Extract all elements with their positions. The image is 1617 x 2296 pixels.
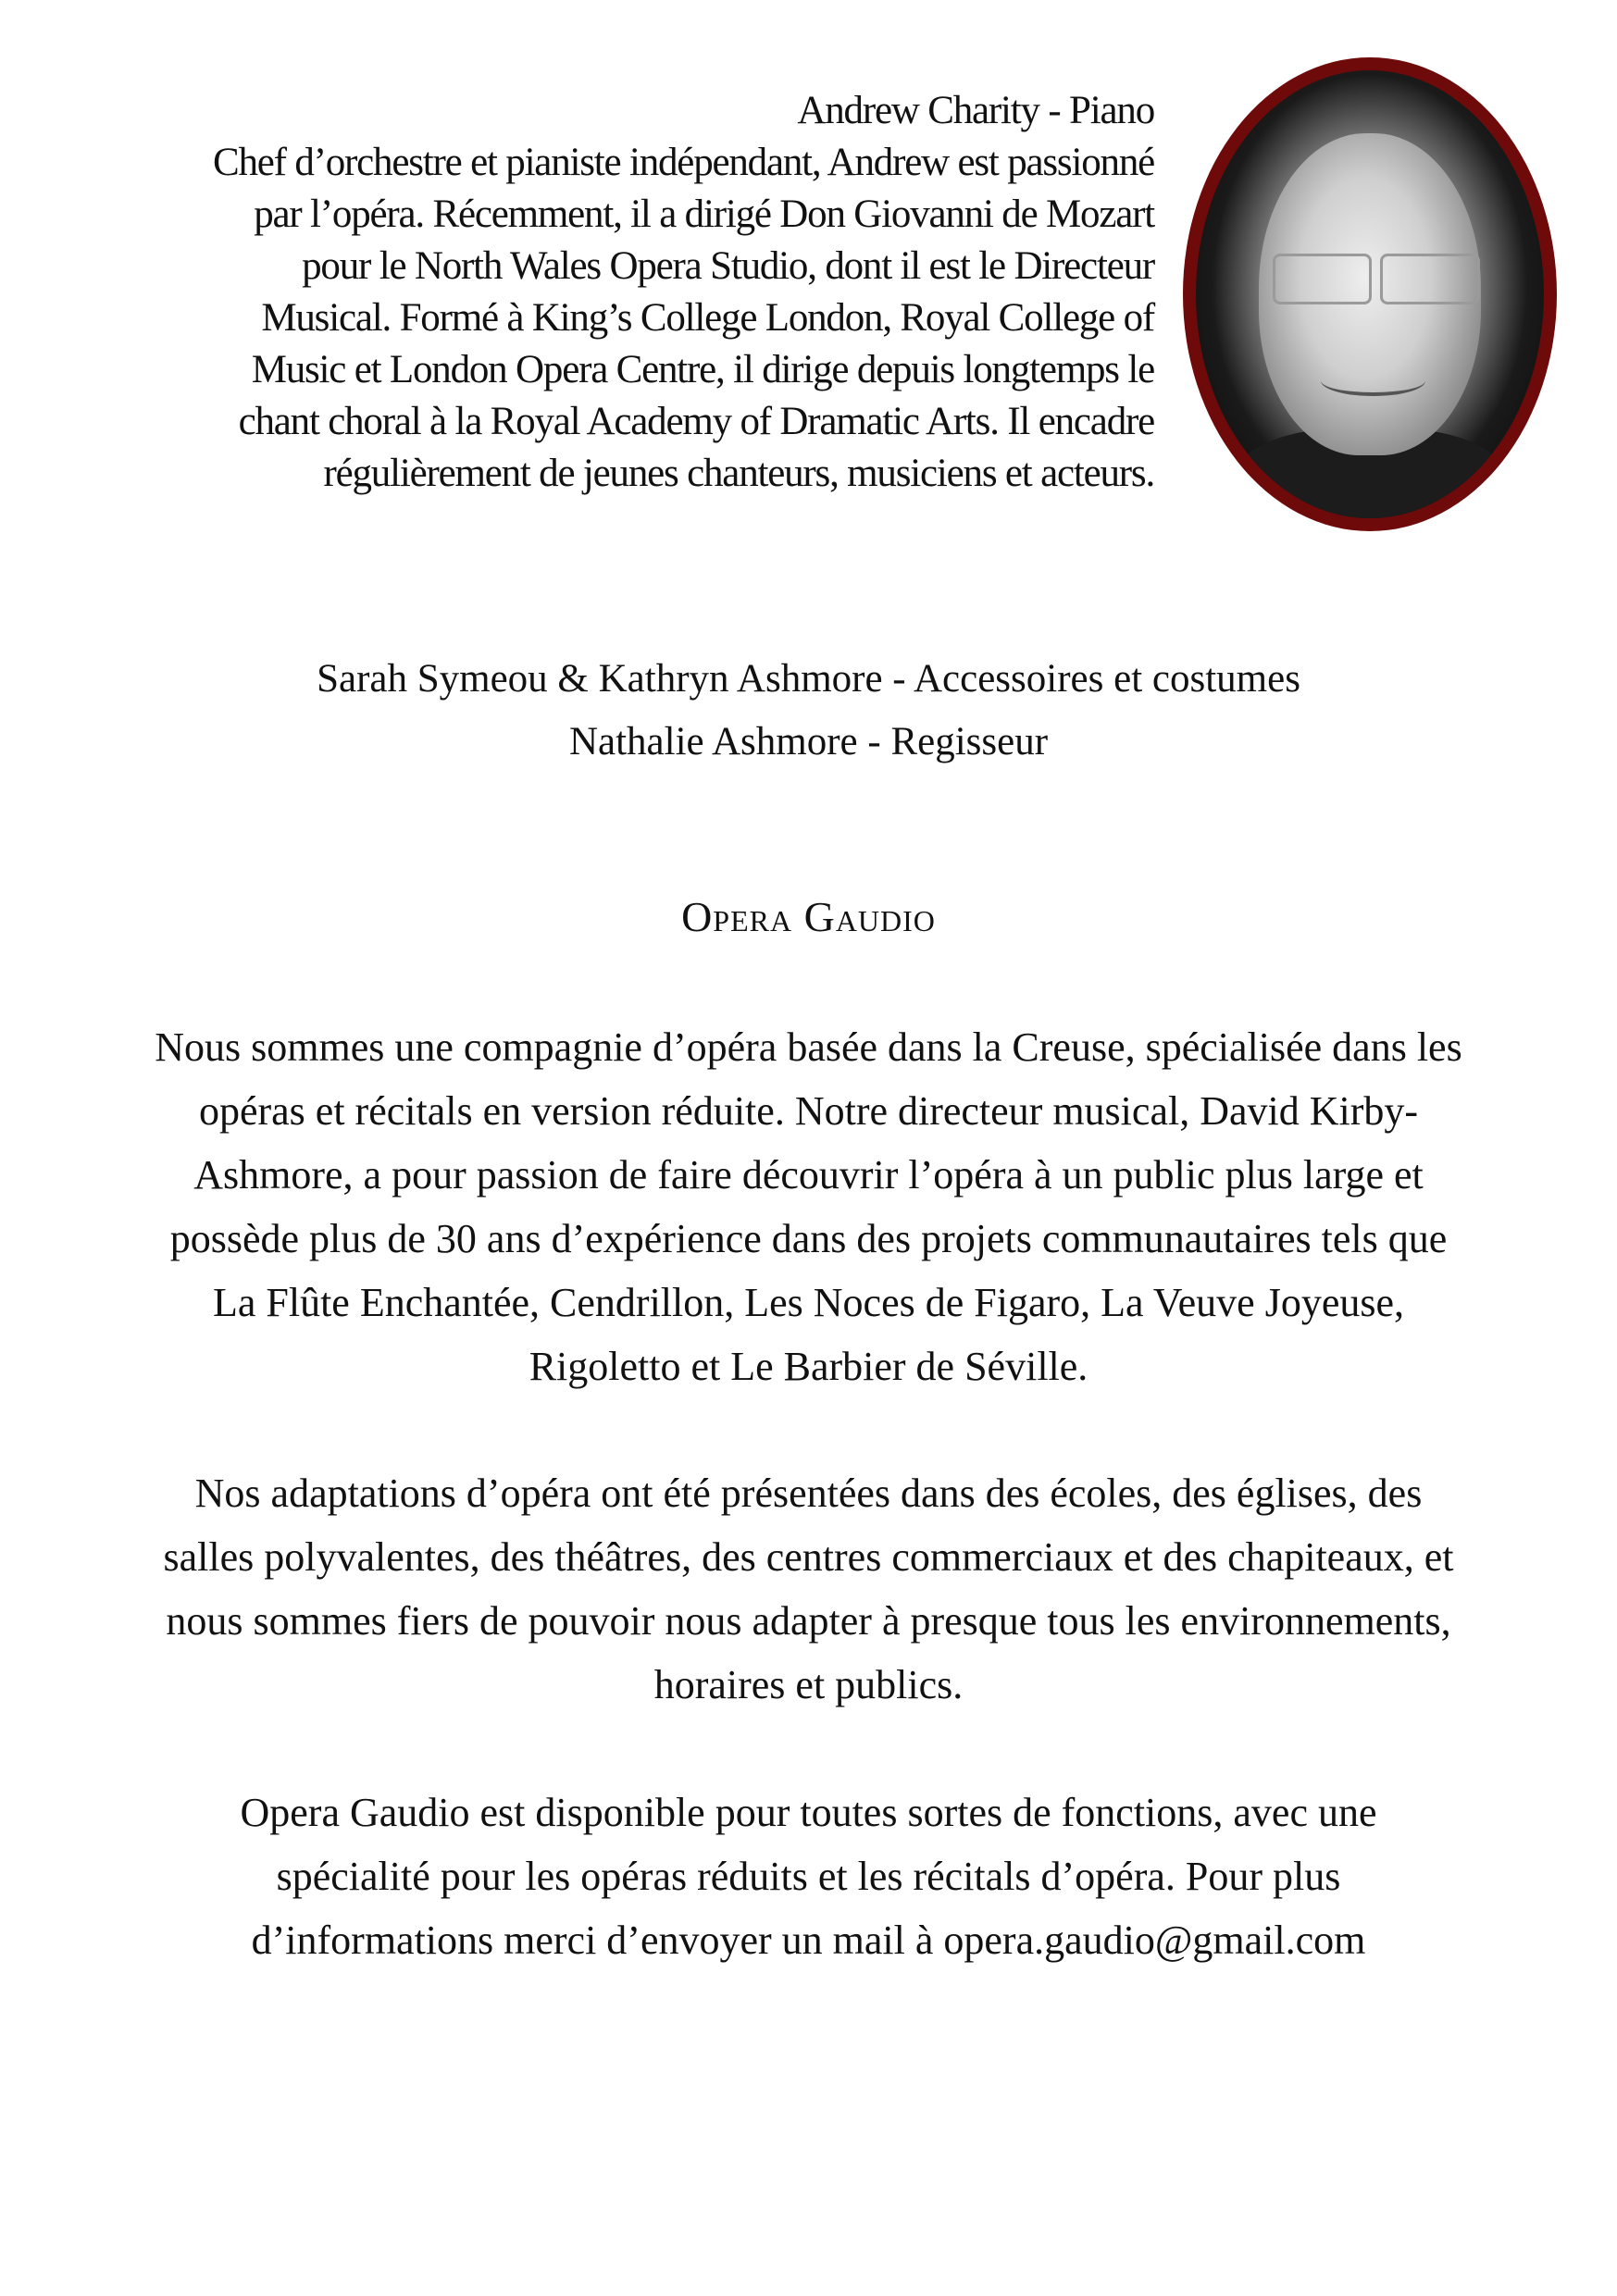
paragraph-line: nous sommes fiers de pouvoir nous adapter à presque tous les environnements, [166, 1598, 1451, 1644]
paragraph-line: salles polyvalentes, des théâtres, des centres commerciaux et des chapiteaux, et [163, 1534, 1454, 1580]
portrait-image [1196, 70, 1544, 518]
bio-line: régulièrement de jeunes chanteurs, musiciens et acteurs. [323, 452, 1154, 495]
paragraph-line: spécialité pour les opéras réduits et les récitals d’opéra. Pour plus [276, 1854, 1341, 1899]
contact-email-line[interactable]: d’informations merci d’envoyer un mail à opera.gaudio@gmail.com [251, 1917, 1366, 1963]
paragraph-line: horaires et publics. [653, 1662, 964, 1707]
paragraph-line: possède plus de 30 ans d’expérience dans des projets communautaires tels que [169, 1216, 1448, 1261]
bio-line: pour le North Wales Opera Studio, dont il est le Directeur [302, 244, 1154, 288]
bio-line: Music et London Opera Centre, il dirige depuis longtemps le [251, 348, 1154, 391]
paragraph-line: Nos adaptations d’opéra ont été présentées dans des écoles, des églises, des [194, 1471, 1423, 1516]
portrait-photo [1183, 57, 1557, 531]
bio-title: Andrew Charity - Piano [797, 89, 1154, 132]
bio-line: Chef d’orchestre et pianiste indépendant, Andrew est passionné [213, 141, 1154, 184]
company-heading: Opera Gaudio [681, 893, 936, 940]
bio-line: Musical. Formé à King’s College London, Royal College of [261, 296, 1154, 340]
credit-line: Nathalie Ashmore - Regisseur [568, 720, 1049, 763]
bio-line: chant choral à la Royal Academy of Dramatic Arts. Il encadre [238, 400, 1154, 443]
glasses-icon [1273, 254, 1373, 304]
paragraph-line: Nous sommes une compagnie d’opéra basée dans la Creuse, spécialisée dans les [155, 1024, 1462, 1070]
credit-line: Sarah Symeou & Kathryn Ashmore - Accessoires et costumes [317, 657, 1300, 701]
bio-line: par l’opéra. Récemment, il a dirigé Don Giovanni de Mozart [254, 192, 1154, 236]
paragraph-line: Ashmore, a pour passion de faire découvrir l’opéra à un public plus large et [193, 1152, 1424, 1198]
paragraph-line: La Flûte Enchantée, Cendrillon, Les Noces de Figaro, La Veuve Joyeuse, [212, 1280, 1405, 1325]
paragraph-line: opéras et récitals en version réduite. Notre directeur musical, David Kirby- [198, 1088, 1419, 1134]
paragraph-line: Opera Gaudio est disponible pour toutes sortes de fonctions, avec une [240, 1790, 1377, 1835]
paragraph-line: Rigoletto et Le Barbier de Séville. [529, 1344, 1088, 1389]
glasses-icon [1380, 254, 1480, 304]
